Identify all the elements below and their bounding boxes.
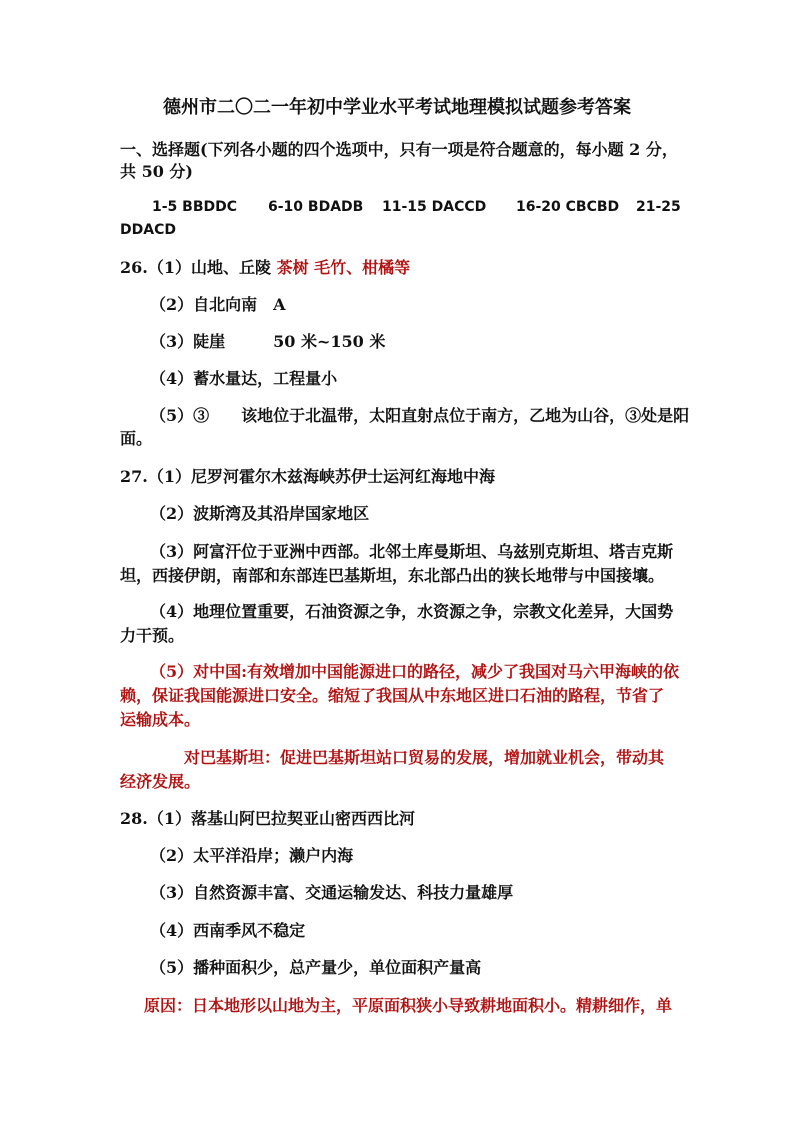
q28-part5: （5）播种面积少，总产量少，单位面积产量高 — [150, 958, 482, 977]
answers-11-15: 11-15 DACCD — [382, 199, 487, 215]
q26-part5-line2: 面。 — [120, 429, 153, 448]
q27-part1: 27.（1）尼罗河霍尔木兹海峡苏伊士运河红海地中海 — [120, 467, 495, 486]
section1-heading-line1: 一、选择题(下列各小题的四个选项中，只有一项是符合题意的，每小题 2 分， — [120, 140, 678, 159]
q27-part5-line2: 赖，保证我国能源进口安全。缩短了我国从中东地区进口石油的路程，节省了 — [120, 686, 665, 705]
q26-part1-text: 26.（1）山地、丘陵 — [120, 258, 271, 277]
q28-part4: （4）西南季风不稳定 — [150, 921, 306, 940]
q27-part4-line1: （4）地理位置重要，石油资源之争，水资源之争，宗教文化差异，大国势 — [150, 602, 674, 621]
q27-part5-pakistan-line1: 对巴基斯坦：促进巴基斯坦站口贸易的发展，增加就业机会，带动其 — [184, 748, 665, 767]
q28-reason: 原因：日本地形以山地为主，平原面积狭小导致耕地面积小。精耕细作，单 — [144, 996, 673, 1015]
q27-part3-line1: （3）阿富汗位于亚洲中西部。北邻土库曼斯坦、乌兹别克斯坦、塔吉克斯 — [150, 542, 674, 561]
answers-21-25-label: 21-25 — [636, 199, 681, 215]
q26-part2: （2）自北向南 A — [150, 295, 286, 314]
answers-6-10: 6-10 BDADB — [268, 199, 364, 215]
q26-part5-line1: （5）③ 该地位于北温带，太阳直射点位于南方，乙地为山谷，③处是阳 — [150, 406, 690, 425]
answers-16-20: 16-20 CBCBD — [516, 199, 620, 215]
q27-part4-line2: 力干预。 — [120, 626, 185, 645]
q28-part3: （3）自然资源丰富、交通运输发达、科技力量雄厚 — [150, 883, 514, 902]
q26-part1 — [120, 258, 676, 278]
answers-21-25-wrap: DDACD — [120, 222, 176, 238]
q27-part5-pakistan-line2: 经济发展。 — [120, 772, 201, 791]
q26-part1-highlight: 茶树 毛竹、柑橘等 — [276, 258, 411, 277]
q26-part4: （4）蓄水量达，工程量小 — [150, 369, 338, 388]
q28-part1: 28.（1）落基山阿巴拉契亚山密西西比河 — [120, 809, 415, 828]
q27-part2: （2）波斯湾及其沿岸国家地区 — [150, 504, 370, 523]
page-title: 德州市二〇二一年初中学业水平考试地理模拟试题参考答案 — [163, 97, 631, 118]
q27-part5-line1: （5）对中国:有效增加中国能源进口的路径，减少了我国对马六甲海峡的依 — [150, 662, 680, 681]
q28-part2: （2）太平洋沿岸；濑户内海 — [150, 846, 354, 865]
q27-part3-line2: 坦，西接伊朗，南部和东部连巴基斯坦，东北部凸出的狭长地带与中国接壤。 — [120, 566, 665, 585]
section1-heading-line2: 共 50 分) — [120, 162, 193, 181]
answers-1-5: 1-5 BBDDC — [152, 199, 238, 215]
q27-part5-line3: 运输成本。 — [120, 710, 201, 729]
q26-part3: （3）陡崖 50 米~150 米 — [150, 332, 386, 351]
